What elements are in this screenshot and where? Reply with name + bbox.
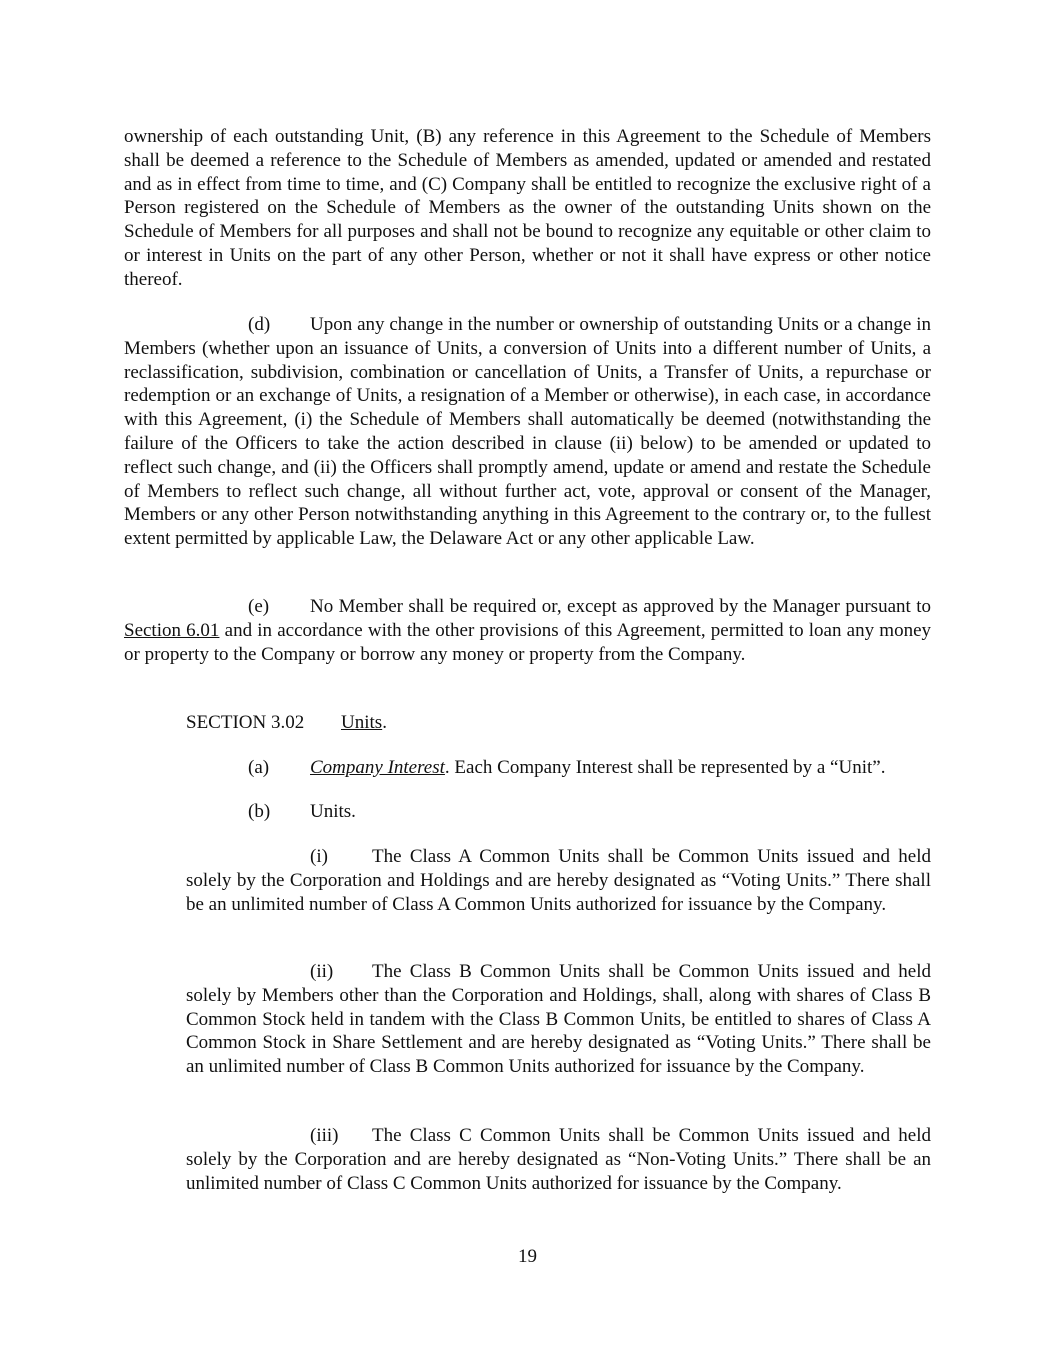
paragraph-label: (i) [310,846,328,867]
paragraph-text: The Class C Common Units shall be Common Units issued and held solely by the Corporation and are hereby designated as “Non-Voting Units.” There shall be an unlimited number of Class C Common Units authorized for issuance by the Company. [186,1125,931,1194]
clause-ii [186,960,931,1079]
page-number: 19 [518,1246,537,1267]
paragraph-text: Units. [310,801,356,822]
paragraph-label: (iii) [310,1125,339,1146]
paragraph-text: Upon any change in the number or ownership of outstanding Units or a change in Members (whether upon an issuance of Units, a conversion of Units into a different number of Units, a reclassification, subdivision, combination or cancellation of Units, a Transfer of Units, a repurchase or redemption or an exchange of Units, a resignation of a Member or otherwise), in each case, in accordance with this Agreement, (i) the Schedule of Members shall automatically be deemed (notwithstanding the failure of the Officers to take the action described in clause (ii) below) to be amended or updated to reflect such change, and (ii) the Officers shall promptly amend, update or amend and restate the Schedule of Members to reflect such change, all without further act, vote, approval or consent of the Manager, Members or any other Person notwithstanding anything in this Agreement to the contrary or, to the fullest extent permitted by applicable Law, the Delaware Act or any other applicable Law. [124,314,931,550]
clause-iii [186,1124,931,1195]
paragraph-label: (a) [248,757,270,778]
paragraph-text: No Member shall be required or, except as approved by the Manager pursuant to [310,596,931,617]
paragraph-text: ownership of each outstanding Unit, (B) any reference in this Agreement to the Schedule of Members shall be deemed a reference to the Schedule of Members as amended, updated or amended and restated and as in effect from time to time, and (C) Company shall be entitled to recognize the exclusive right of a Person registered on the Schedule of Members as the owner of the outstanding Units shown on the Schedule of Members for all purposes and shall not be bound to recognize any equitable or other claim to or interest in Units on the part of any other Person, whether or not it shall have express or other notice thereof. [124,126,931,290]
subsection-b [248,800,356,824]
paragraph-text: . Each Company Interest shall be represented by a “Unit”. [444,757,886,778]
section-title: Units [341,712,383,733]
paragraph-text: and in accordance with the other provisions of this Agreement, permitted to loan any money or property to the Company or borrow any money or property from the Company. [124,619,932,665]
clause-i [186,845,931,916]
section-reference-link[interactable]: Section 6.01 [124,619,220,641]
section-number: SECTION 3.02 [186,712,305,733]
paragraph-e [124,595,931,666]
paragraph-c-continuation [124,125,931,292]
section-title-period: . [382,712,387,733]
paragraph-text: The Class A Common Units shall be Common Units issued and held solely by the Corporation and Holdings and are hereby designated as “Voting Units.” There shall be an unlimited number of Class A Common Units authorized for issuance by the Company. [186,846,931,915]
paragraph-label: (d) [248,314,271,335]
section-heading [186,711,387,735]
paragraph-text: The Class B Common Units shall be Common Units issued and held solely by Members other than the Corporation and Holdings, shall, along with shares of Class B Common Stock held in tandem with the Class B Common Units, be entitled to shares of Class A Common Stock in Share Settlement and are hereby designated as “Voting Units.” There shall be an unlimited number of Class B Common Units authorized for issuance by the Company. [186,961,931,1078]
paragraph-label: (e) [248,596,270,617]
subsection-heading: Company Interest [310,757,445,778]
paragraph-label: (b) [248,801,271,822]
subsection-a [248,756,885,780]
paragraph-d [124,313,931,551]
paragraph-label: (ii) [310,961,334,982]
